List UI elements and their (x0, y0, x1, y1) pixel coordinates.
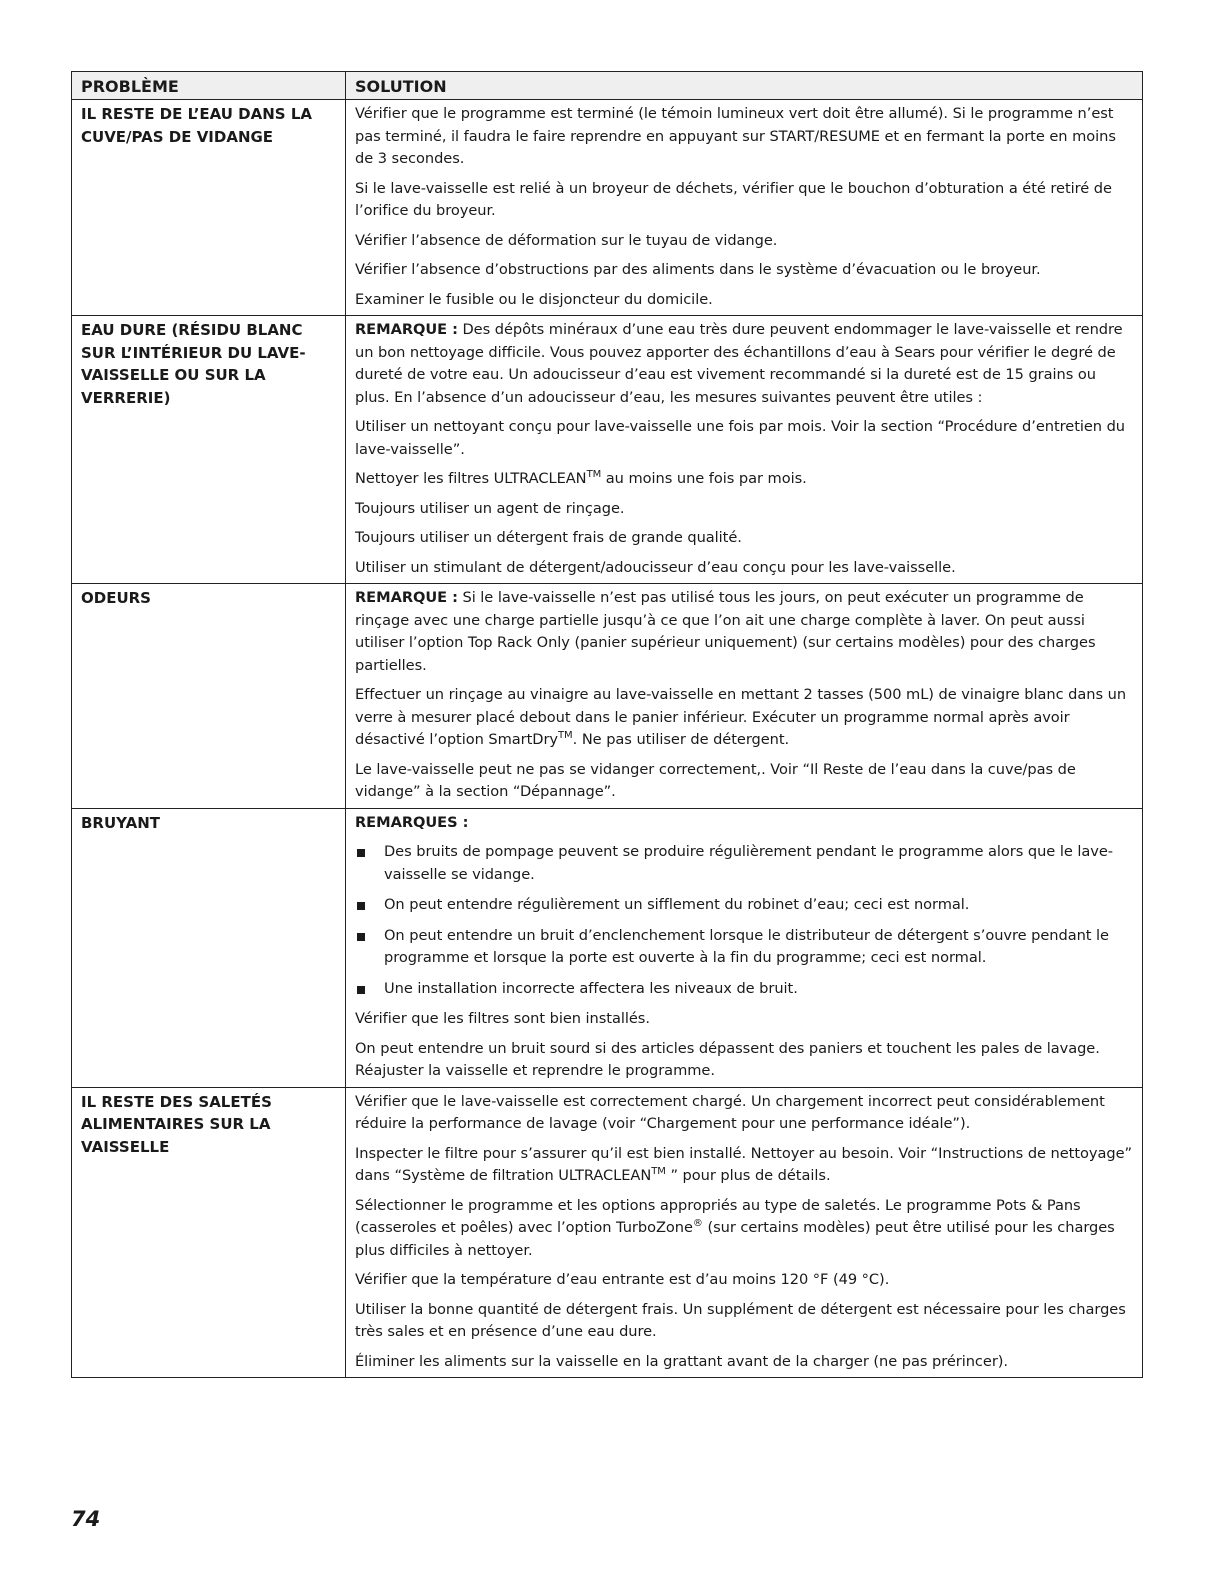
header-solution: SOLUTION (346, 72, 1143, 100)
text-part: . Ne pas utiliser de détergent. (572, 731, 790, 748)
table-row (72, 584, 1143, 809)
note-label: REMARQUES : (355, 813, 469, 831)
trademark-mark: TM (586, 469, 602, 481)
solution-paragraph: On peut entendre un bruit sourd si des articles dépassent des paniers et touchent les pales de lavage. Réajuster la vaisselle et reprendre le programme. (355, 1039, 1100, 1079)
text-part: Effectuer un rinçage au vinaigre au lave-vaisselle en mettant 2 tasses (500 mL) de vinaigre blanc dans un verre à mesurer placé debout dans le panier inférieur. Exécuter un programme normal après avoir désactivé l’option SmartDry (355, 686, 1127, 748)
text-part: Inspecter le filtre pour s’assurer qu’il est bien installé. Nettoyer au besoin. Voir “Instructions de nettoyage” dans “Système de filtration ULTRACLEAN (355, 1144, 1133, 1184)
solution-paragraph (355, 1143, 1133, 1188)
solution-paragraph: Le lave-vaisselle peut ne pas se vidanger correctement,. Voir “Il Reste de l’eau dans la cuve/pas de vidange” à la section “Dépannage”. (355, 760, 1076, 800)
solution-paragraph: Éliminer les aliments sur la vaisselle en la grattant avant de la charger (ne pas prérincer). (355, 1352, 1008, 1370)
list-item: Des bruits de pompage peuvent se produire régulièrement pendant le programme alors que le lave-vaisselle se vidange. (355, 841, 1133, 886)
note-paragraph (355, 812, 1133, 835)
solution-cell (346, 1087, 1143, 1378)
note-paragraph (355, 587, 1133, 677)
solution-paragraph: Vérifier que le programme est terminé (le témoin lumineux vert doit être allumé). Si le programme n’est pas terminé, il faudra le faire reprendre en appuyant sur START/RESUME et en fermant la porte en moins de 3 secondes. (355, 105, 1116, 167)
table-row (72, 1087, 1143, 1378)
solution-paragraph: Si le lave-vaisselle est relié à un broyeur de déchets, vérifier que le bouchon d’obturation a été retiré de l’orifice du broyeur. (355, 179, 1112, 219)
note-label: REMARQUE : (355, 589, 458, 606)
text-part: (sur certains modèles) peut être utilisé pour les charges plus difficiles à nettoyer. (355, 1219, 1115, 1259)
table-row (72, 316, 1143, 584)
solution-paragraph: Toujours utiliser un détergent frais de grande qualité. (355, 529, 742, 546)
page-number: 74 (71, 1507, 101, 1531)
note-text: Si le lave-vaisselle n’est pas utilisé tous les jours, on peut exécuter un programme de rinçage avec une charge partielle jusqu’à ce que l’on ait une charge complète à laver. On peut aussi utiliser l’option Top Rack Only (panier supérieur uniquement) (sur certains modèles) pour des charges partielles. (355, 589, 1096, 674)
problem-cell: IL RESTE DE L’EAU DANS LA CUVE/PAS DE VIDANGE (72, 100, 346, 316)
solution-paragraph: Vérifier l’absence d’obstructions par des aliments dans le système d’évacuation ou le broyeur. (355, 261, 1041, 278)
text-part: ” pour plus de détails. (665, 1167, 831, 1184)
table-row (72, 808, 1143, 1087)
solution-paragraph (355, 684, 1133, 752)
problem-cell: ODEURS (72, 584, 346, 809)
solution-paragraph (355, 1195, 1133, 1263)
list-item: On peut entendre régulièrement un sifflement du robinet d’eau; ceci est normal. (355, 894, 1133, 917)
note-paragraph (355, 319, 1133, 409)
text-part: Sélectionner le programme et les options appropriés au type de saletés. Le programme Pots & Pans (casseroles et poêles) avec l’option TurboZone (355, 1196, 1081, 1236)
trademark-mark: TM (651, 1166, 666, 1178)
solution-cell (346, 808, 1143, 1087)
text-part: au moins une fois par mois. (601, 470, 807, 487)
list-item: On peut entendre un bruit d’enclenchement lorsque le distributeur de détergent s’ouvre pendant le programme et lorsque la porte est ouverte à la fin du programme; ceci est normal. (355, 925, 1133, 970)
solution-paragraph: Toujours utiliser un agent de rinçage. (355, 499, 625, 517)
text-part: Nettoyer les filtres ULTRACLEAN (355, 470, 587, 487)
header-problem: PROBLÈME (72, 72, 346, 100)
problem-cell: IL RESTE DES SALETÉS ALIMENTAIRES SUR LA VAISSELLE (72, 1087, 346, 1378)
trademark-mark: TM (558, 730, 573, 742)
list-item: Une installation incorrecte affectera les niveaux de bruit. (355, 978, 1133, 1001)
solution-paragraph: Vérifier que le lave-vaisselle est correctement chargé. Un chargement incorrect peut considérablement réduire la performance de lavage (voir “Chargement pour une performance idéale”). (355, 1092, 1105, 1132)
table-header-row (72, 72, 1143, 100)
solution-paragraph (355, 468, 1133, 491)
bullet-list (355, 841, 1133, 1000)
solution-cell (346, 316, 1143, 584)
note-text: Des dépôts minéraux d’une eau très dure peuvent endommager le lave-vaisselle et rendre un bon nettoyage difficile. Vous pouvez apporter des échantillons d’eau à Sears pour vérifier le degré de dureté de votre eau. Un adoucisseur d’eau est vivement recommandé si la dureté est de 15 grains ou plus. En l’absence d’un adoucisseur d’eau, les mesures suivantes peuvent être utiles : (355, 321, 1123, 406)
problem-cell: BRUYANT (72, 808, 346, 1087)
solution-cell (346, 584, 1143, 809)
registered-mark: ® (692, 1218, 703, 1230)
solution-cell (346, 100, 1143, 316)
solution-paragraph: Vérifier que les filtres sont bien installés. (355, 1010, 650, 1027)
table-row (72, 100, 1143, 316)
solution-paragraph: Utiliser un nettoyant conçu pour lave-vaisselle une fois par mois. Voir la section “Procédure d’entretien du lave-vaisselle”. (355, 418, 1125, 458)
note-label: REMARQUE : (355, 321, 458, 338)
troubleshooting-table (71, 71, 1143, 1378)
solution-paragraph: Vérifier que la température d’eau entrante est d’au moins 120 °F (49 °C). (355, 1271, 890, 1288)
solution-paragraph: Utiliser un stimulant de détergent/adoucisseur d’eau conçu pour les lave-vaisselle. (355, 558, 956, 576)
solution-paragraph: Examiner le fusible ou le disjoncteur du domicile. (355, 290, 713, 308)
solution-paragraph: Vérifier l’absence de déformation sur le tuyau de vidange. (355, 231, 778, 249)
solution-paragraph: Utiliser la bonne quantité de détergent frais. Un supplément de détergent est nécessaire pour les charges très sales et en présence d’une eau dure. (355, 1300, 1126, 1340)
problem-cell: EAU DURE (RÉSIDU BLANC SUR L’INTÉRIEUR DU LAVE-VAISSELLE OU SUR LA VERRERIE) (72, 316, 346, 584)
